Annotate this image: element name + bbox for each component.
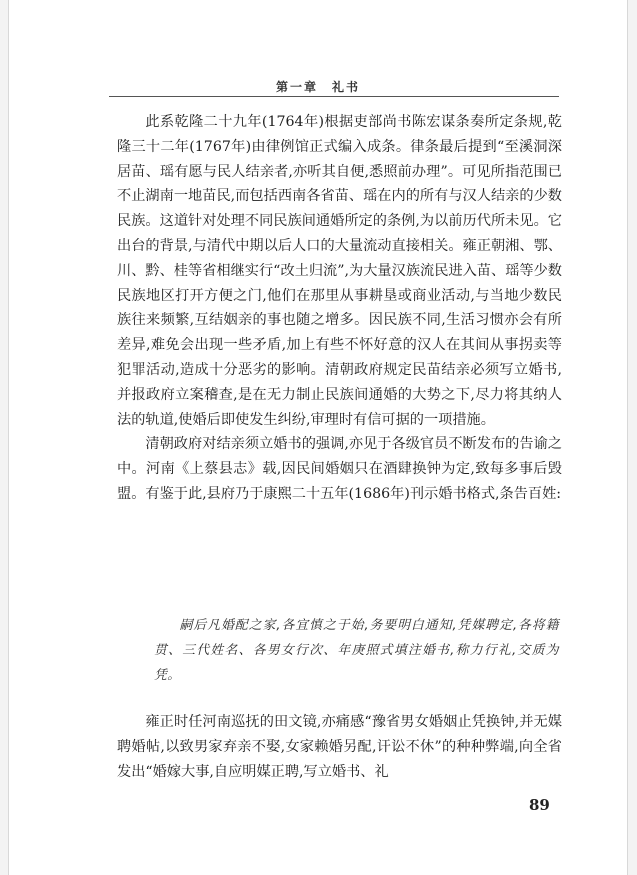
running-header: 第一章 礼书	[275, 80, 360, 94]
main-text	[117, 110, 562, 507]
paragraph-1: 此系乾隆二十九年(1764年)根据吏部尚书陈宏谋条奏所定条规,乾隆三十二年(1767年)由律例馆正式编入成条。律条最后提到“至溪洞深居苗、瑶有愿与民人结亲者,亦听其自便,悉照前办理”。可见所指范围已不止湖南一地苗民,而包括西南各省苗、瑶在内的所有与汉人结亲的少数民族。这道针对处理不同民族间通婚所定的条例,为以前历代所未见。它出台的背景,与清代中期以后人口的大量流动直接相关。雍正朝湘、鄂、川、黔、桂等省相继实行“改土归流”,为大量汉族流民进入苗、瑶等少数民族地区打开方便之门,他们在那里从事耕垦或商业活动,与当地少数民族往来频繁,互结姻亲的事也随之增多。因民族不同,生活习惯亦会有所差异,难免会出现一些矛盾,加上有些不怀好意的汉人在其间从事拐卖等犯罪活动,造成十分恶劣的影响。清朝政府规定民苗结亲必须写立婚书,并报政府立案稽查,是在无力制止民族间通婚的大势之下,尽力将其纳人法的轨道,使婚后即使发生纠纷,审理时有信可据的一项措施。	[117, 114, 562, 428]
page-number: 89	[529, 796, 550, 814]
quote-text: 嗣后凡婚配之家,各宜慎之于始,务要明白通知,凭媒聘定,各将籍贯、三代姓名、各男女行次、年庚照式填注婚书,称力行礼,交质为凭。	[154, 618, 559, 683]
main-text-continued	[117, 710, 562, 784]
header-rule	[109, 96, 559, 97]
paragraph-2: 清朝政府对结亲须立婚书的强调,亦见于各级官员不断发布的告谕之中。河南《上蔡县志》载,因民间婚姻只在酒肆换钟为定,致每多事后毁盟。有鉴于此,县府乃于康熙二十五年(1686年)刊示婚书格式,条告百姓:	[117, 436, 562, 502]
book-page	[8, 0, 628, 875]
block-quote	[154, 613, 559, 688]
paragraph-3: 雍正时任河南巡抚的田文镜,亦痛感“豫省男女婚姻止凭换钟,并无媒聘婚帖,以致男家弃亲不娶,女家赖婚另配,讦讼不休”的种种弊端,向全省发出“婚嫁大事,自应明媒正聘,写立婚书、礼	[117, 714, 562, 780]
